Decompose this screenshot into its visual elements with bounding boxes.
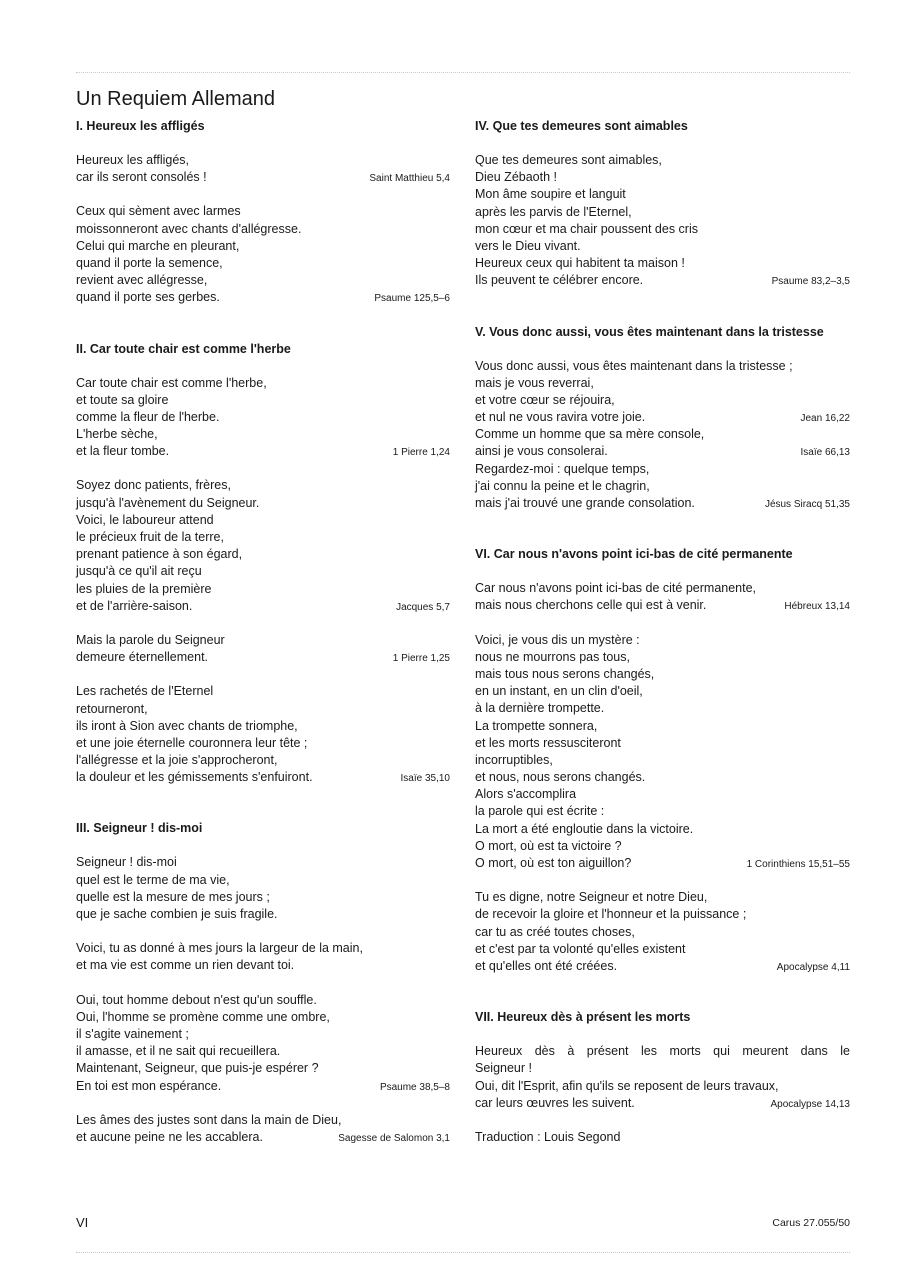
verse-line — [475, 855, 850, 872]
verse-line — [475, 597, 850, 614]
left-column — [76, 118, 450, 1163]
verse-line — [475, 906, 850, 923]
verse-line — [76, 889, 450, 906]
verse-text: mon cœur et ma chair poussent des cris — [475, 221, 698, 236]
stanza — [76, 940, 450, 974]
verse-line — [475, 409, 850, 426]
verse-line — [76, 906, 450, 923]
verse-line — [475, 358, 850, 375]
scripture-reference: Sagesse de Salomon 3,1 — [338, 1132, 450, 1144]
section-heading: III. Seigneur ! dis-moi — [76, 821, 203, 836]
verse-line — [475, 769, 850, 786]
verse-line — [76, 872, 450, 889]
verse-text: mais nous cherchons celle qui est à venir. — [475, 598, 707, 613]
verse-line — [76, 169, 450, 186]
stanza — [76, 992, 450, 1095]
verse-text: prenant patience à son égard, — [76, 547, 243, 562]
document-title: Un Requiem Allemand — [76, 88, 275, 111]
verse-line — [475, 1078, 850, 1095]
verse-line — [76, 409, 450, 426]
verse-line — [475, 221, 850, 238]
verse-text: quelle est la mesure de mes jours ; — [76, 889, 270, 904]
verse-line — [475, 803, 850, 820]
verse-text: Ils peuvent te célébrer encore. — [475, 273, 644, 288]
verse-text: ainsi je vous consolerai. — [475, 444, 608, 459]
section-heading: II. Car toute chair est comme l'herbe — [76, 341, 291, 356]
verse-text: Ceux qui sèment avec larmes — [76, 204, 241, 219]
verse-text: Voici, le laboureur attend — [76, 512, 214, 527]
stanza — [76, 683, 450, 786]
verse-line — [475, 700, 850, 717]
verse-line — [475, 786, 850, 803]
text-section — [76, 118, 450, 341]
stanza — [76, 1112, 450, 1146]
verse-line — [76, 238, 450, 255]
stanza — [475, 1043, 850, 1112]
verse-text: et nul ne vous ravira votre joie. — [475, 410, 646, 425]
verse-line — [76, 854, 450, 871]
verse-line — [475, 255, 850, 272]
section-spacer — [76, 803, 450, 820]
verse-text: quand il porte la semence, — [76, 255, 223, 270]
stanza — [76, 854, 450, 923]
verse-text: que je sache combien je suis fragile. — [76, 907, 278, 921]
verse-text: les pluies de la première — [76, 581, 212, 596]
verse-text: mais tous nous serons changés, — [475, 666, 655, 681]
top-rule — [76, 72, 850, 73]
verse-text: Celui qui marche en pleurant, — [76, 238, 240, 253]
stanza — [475, 152, 850, 290]
verse-line — [76, 649, 450, 666]
text-section — [475, 1009, 850, 1146]
verse-line — [76, 221, 450, 238]
verse-text: et aucune peine ne les accablera. — [76, 1129, 263, 1144]
scripture-reference: Isaïe 66,13 — [800, 447, 850, 459]
verse-line — [475, 1043, 850, 1060]
verse-text: revient avec allégresse, — [76, 273, 208, 288]
scripture-reference: Apocalypse 4,11 — [776, 961, 850, 973]
verse-line — [475, 443, 850, 460]
verse-text: Car nous n'avons point ici-bas de cité permanente, — [475, 581, 757, 596]
verse-line — [475, 649, 850, 666]
verse-line — [475, 1129, 850, 1146]
verse-line — [475, 941, 850, 958]
verse-text: Seigneur ! — [475, 1061, 532, 1076]
verse-line — [475, 495, 850, 512]
verse-text: l'allégresse et la joie s'approcheront, — [76, 753, 278, 768]
scripture-reference: Jacques 5,7 — [396, 601, 450, 613]
verse-text: Oui, tout homme debout n'est qu'un souffle. — [76, 992, 317, 1007]
verse-line — [475, 238, 850, 255]
verse-text: et les morts ressusciteront — [475, 735, 621, 750]
verse-text: Heureux ceux qui habitent ta maison ! — [475, 256, 685, 271]
section-heading: V. Vous donc aussi, vous êtes maintenant dans la tristesse — [475, 324, 824, 339]
verse-text: la douleur et les gémissements s'enfuiront. — [76, 770, 313, 785]
scripture-reference: 1 Pierre 1,25 — [392, 653, 450, 665]
verse-text: mais je vous reverrai, — [475, 375, 594, 390]
verse-line — [76, 392, 450, 409]
text-section — [76, 341, 450, 821]
verse-text: la parole qui est écrite : — [475, 804, 605, 819]
verse-text: Oui, l'homme se promène comme une ombre, — [76, 1009, 330, 1024]
verse-line — [76, 443, 450, 460]
verse-line — [76, 752, 450, 769]
verse-text: mais j'ai trouvé une grande consolation. — [475, 496, 695, 510]
verse-text: comme la fleur de l'herbe. — [76, 409, 220, 424]
verse-line — [76, 1043, 450, 1060]
verse-text: et nous, nous serons changés. — [475, 770, 646, 785]
verse-line — [76, 512, 450, 529]
verse-text: Traduction : Louis Segond — [475, 1129, 621, 1144]
verse-text: Voici, je vous dis un mystère : — [475, 632, 640, 647]
section-heading: IV. Que tes demeures sont aimables — [475, 119, 688, 133]
scripture-reference: Psaume 83,2–3,5 — [771, 276, 850, 288]
stanza — [475, 889, 850, 975]
verse-line — [76, 152, 450, 169]
verse-text: en un instant, en un clin d'oeil, — [475, 684, 643, 699]
text-section — [475, 118, 850, 324]
scripture-reference: Hébreux 13,14 — [784, 601, 850, 613]
stanza — [76, 632, 450, 666]
bottom-rule — [76, 1252, 850, 1253]
verse-line — [76, 477, 450, 494]
stanza — [475, 358, 850, 513]
stanza — [475, 632, 850, 873]
verse-line — [76, 546, 450, 563]
verse-line — [76, 1112, 450, 1129]
verse-text: Oui, dit l'Esprit, afin qu'ils se reposent de leurs travaux, — [475, 1078, 779, 1093]
verse-text: de recevoir la gloire et l'honneur et la puissance ; — [475, 907, 747, 922]
verse-text: Que tes demeures sont aimables, — [475, 153, 662, 167]
verse-text: La mort a été engloutie dans la victoire. — [475, 821, 694, 836]
verse-text: quand il porte ses gerbes. — [76, 290, 220, 305]
verse-text: Les âmes des justes sont dans la main de Dieu, — [76, 1112, 342, 1127]
stanza — [76, 152, 450, 186]
stanza — [76, 477, 450, 615]
verse-line — [76, 529, 450, 546]
verse-line — [475, 683, 850, 700]
text-section — [475, 546, 850, 1009]
verse-line — [76, 1129, 450, 1146]
stanza — [76, 375, 450, 461]
verse-text: demeure éternellement. — [76, 650, 209, 665]
page-number: VI — [76, 1215, 89, 1230]
verse-line — [76, 598, 450, 615]
verse-line — [76, 701, 450, 718]
verse-text: O mort, où est ton aiguillon? — [475, 856, 632, 870]
verse-text: Voici, tu as donné à mes jours la largeur de la main, — [76, 941, 363, 956]
verse-text: moissonneront avec chants d'allégresse. — [76, 221, 302, 236]
scripture-reference: Jean 16,22 — [800, 413, 850, 425]
verse-line — [76, 495, 450, 512]
verse-text: j'ai connu la peine et le chagrin, — [475, 478, 650, 493]
stanza — [475, 1129, 850, 1146]
verse-line — [475, 169, 850, 186]
verse-text: Les rachetés de l'Eternel — [76, 684, 214, 699]
verse-line — [475, 580, 850, 597]
verse-line — [76, 992, 450, 1009]
verse-text: Tu es digne, notre Seigneur et notre Dieu, — [475, 890, 708, 905]
verse-line — [76, 375, 450, 392]
verse-line — [76, 1026, 450, 1043]
verse-line — [475, 272, 850, 289]
verse-text: et une joie éternelle couronnera leur tête ; — [76, 735, 308, 750]
verse-text: car leurs œuvres les suivent. — [475, 1095, 635, 1110]
verse-line — [76, 683, 450, 700]
verse-text: retourneront, — [76, 701, 148, 716]
text-section — [475, 324, 850, 547]
scripture-reference: Psaume 38,5–8 — [379, 1081, 450, 1093]
section-heading: VII. Heureux dès à présent les morts — [475, 1010, 691, 1025]
verse-text: et la fleur tombe. — [76, 444, 170, 459]
verse-line — [76, 1078, 450, 1095]
section-spacer — [76, 324, 450, 341]
verse-line — [475, 152, 850, 169]
verse-text: L'herbe sèche, — [76, 427, 158, 442]
verse-text: La trompette sonnera, — [475, 718, 598, 733]
verse-text: il s'agite vainement ; — [76, 1026, 189, 1041]
verse-text: Maintenant, Seigneur, que puis-je espérer ? — [76, 1061, 319, 1076]
verse-line — [475, 426, 850, 443]
stanza — [475, 580, 850, 614]
verse-line — [475, 461, 850, 478]
verse-line — [475, 718, 850, 735]
verse-line — [76, 940, 450, 957]
verse-text: Comme un homme que sa mère console, — [475, 427, 705, 442]
scripture-reference: Apocalypse 14,13 — [770, 1098, 850, 1110]
section-heading: I. Heureux les affligés — [76, 119, 205, 133]
verse-line — [475, 666, 850, 683]
text-section — [76, 820, 450, 1146]
verse-text: Mais la parole du Seigneur — [76, 632, 225, 647]
verse-line — [475, 1095, 850, 1112]
scripture-reference: Saint Matthieu 5,4 — [369, 173, 450, 185]
verse-line — [76, 1009, 450, 1026]
verse-text: et de l'arrière-saison. — [76, 598, 193, 613]
verse-line — [475, 821, 850, 838]
verse-text: Alors s'accomplira — [475, 787, 577, 802]
section-spacer — [475, 992, 850, 1009]
section-spacer — [475, 529, 850, 546]
verse-text: Heureux dès à présent les morts qui meurent dans le — [475, 1044, 850, 1059]
scripture-reference: 1 Corinthiens 15,51–55 — [746, 859, 850, 870]
verse-text: et votre cœur se réjouira, — [475, 392, 615, 407]
verse-line — [76, 957, 450, 974]
verse-line — [475, 924, 850, 941]
verse-text: ils iront à Sion avec chants de triomphe, — [76, 718, 298, 733]
right-column — [475, 118, 850, 1163]
verse-text: jusqu'à ce qu'il ait reçu — [76, 564, 202, 579]
verse-text: Dieu Zébaoth ! — [475, 170, 557, 185]
verse-text: car ils seront consolés ! — [76, 170, 207, 185]
verse-line — [76, 426, 450, 443]
verse-line — [475, 752, 850, 769]
stanza — [76, 203, 450, 306]
verse-text: jusqu'à l'avènement du Seigneur. — [76, 495, 260, 510]
verse-line — [475, 958, 850, 975]
verse-text: après les parvis de l'Eternel, — [475, 204, 632, 219]
verse-text: et c'est par ta volonté qu'elles existent — [475, 941, 686, 956]
verse-line — [76, 289, 450, 306]
verse-text: il amasse, et il ne sait qui recueillera. — [76, 1044, 281, 1059]
verse-text: Vous donc aussi, vous êtes maintenant dans la tristesse ; — [475, 358, 793, 373]
verse-line — [475, 1060, 850, 1077]
verse-line — [76, 272, 450, 289]
verse-line — [475, 186, 850, 203]
verse-text: car tu as créé toutes choses, — [475, 924, 635, 939]
verse-text: et toute sa gloire — [76, 392, 169, 407]
verse-text: nous ne mourrons pas tous, — [475, 649, 630, 664]
verse-line — [76, 718, 450, 735]
verse-text: à la dernière trompette. — [475, 701, 605, 716]
verse-text: vers le Dieu vivant. — [475, 238, 581, 253]
verse-line — [76, 563, 450, 580]
verse-line — [475, 735, 850, 752]
scripture-reference: Psaume 125,5–6 — [374, 293, 450, 305]
verse-text: En toi est mon espérance. — [76, 1078, 222, 1093]
verse-text: Car toute chair est comme l'herbe, — [76, 375, 267, 390]
verse-text: et ma vie est comme un rien devant toi. — [76, 958, 295, 973]
verse-line — [76, 1060, 450, 1077]
catalog-number: Carus 27.055/50 — [772, 1217, 850, 1229]
verse-text: Heureux les affligés, — [76, 153, 190, 167]
verse-line — [76, 203, 450, 220]
verse-text: incorruptibles, — [475, 752, 553, 767]
verse-text: O mort, où est ta victoire ? — [475, 838, 622, 853]
verse-line — [76, 581, 450, 598]
verse-line — [76, 769, 450, 786]
verse-line — [475, 392, 850, 409]
section-spacer — [475, 307, 850, 324]
verse-line — [475, 375, 850, 392]
verse-line — [475, 204, 850, 221]
verse-text: le précieux fruit de la terre, — [76, 530, 224, 544]
verse-line — [475, 478, 850, 495]
verse-text: Mon âme soupire et languit — [475, 187, 626, 202]
verse-text: et qu'elles ont été créées. — [475, 958, 618, 973]
verse-line — [76, 255, 450, 272]
scripture-reference: Jésus Siracq 51,35 — [764, 499, 850, 510]
verse-line — [475, 632, 850, 649]
section-heading: VI. Car nous n'avons point ici-bas de cité permanente — [475, 547, 793, 562]
scripture-reference: 1 Pierre 1,24 — [392, 447, 450, 459]
verse-line — [475, 838, 850, 855]
verse-text: Seigneur ! dis-moi — [76, 855, 177, 870]
verse-line — [76, 735, 450, 752]
verse-line — [76, 632, 450, 649]
verse-line — [475, 889, 850, 906]
scripture-reference: Isaïe 35,10 — [400, 773, 450, 785]
verse-text: quel est le terme de ma vie, — [76, 872, 230, 887]
verse-text: Soyez donc patients, frères, — [76, 478, 231, 493]
verse-text: Regardez-moi : quelque temps, — [475, 461, 650, 476]
